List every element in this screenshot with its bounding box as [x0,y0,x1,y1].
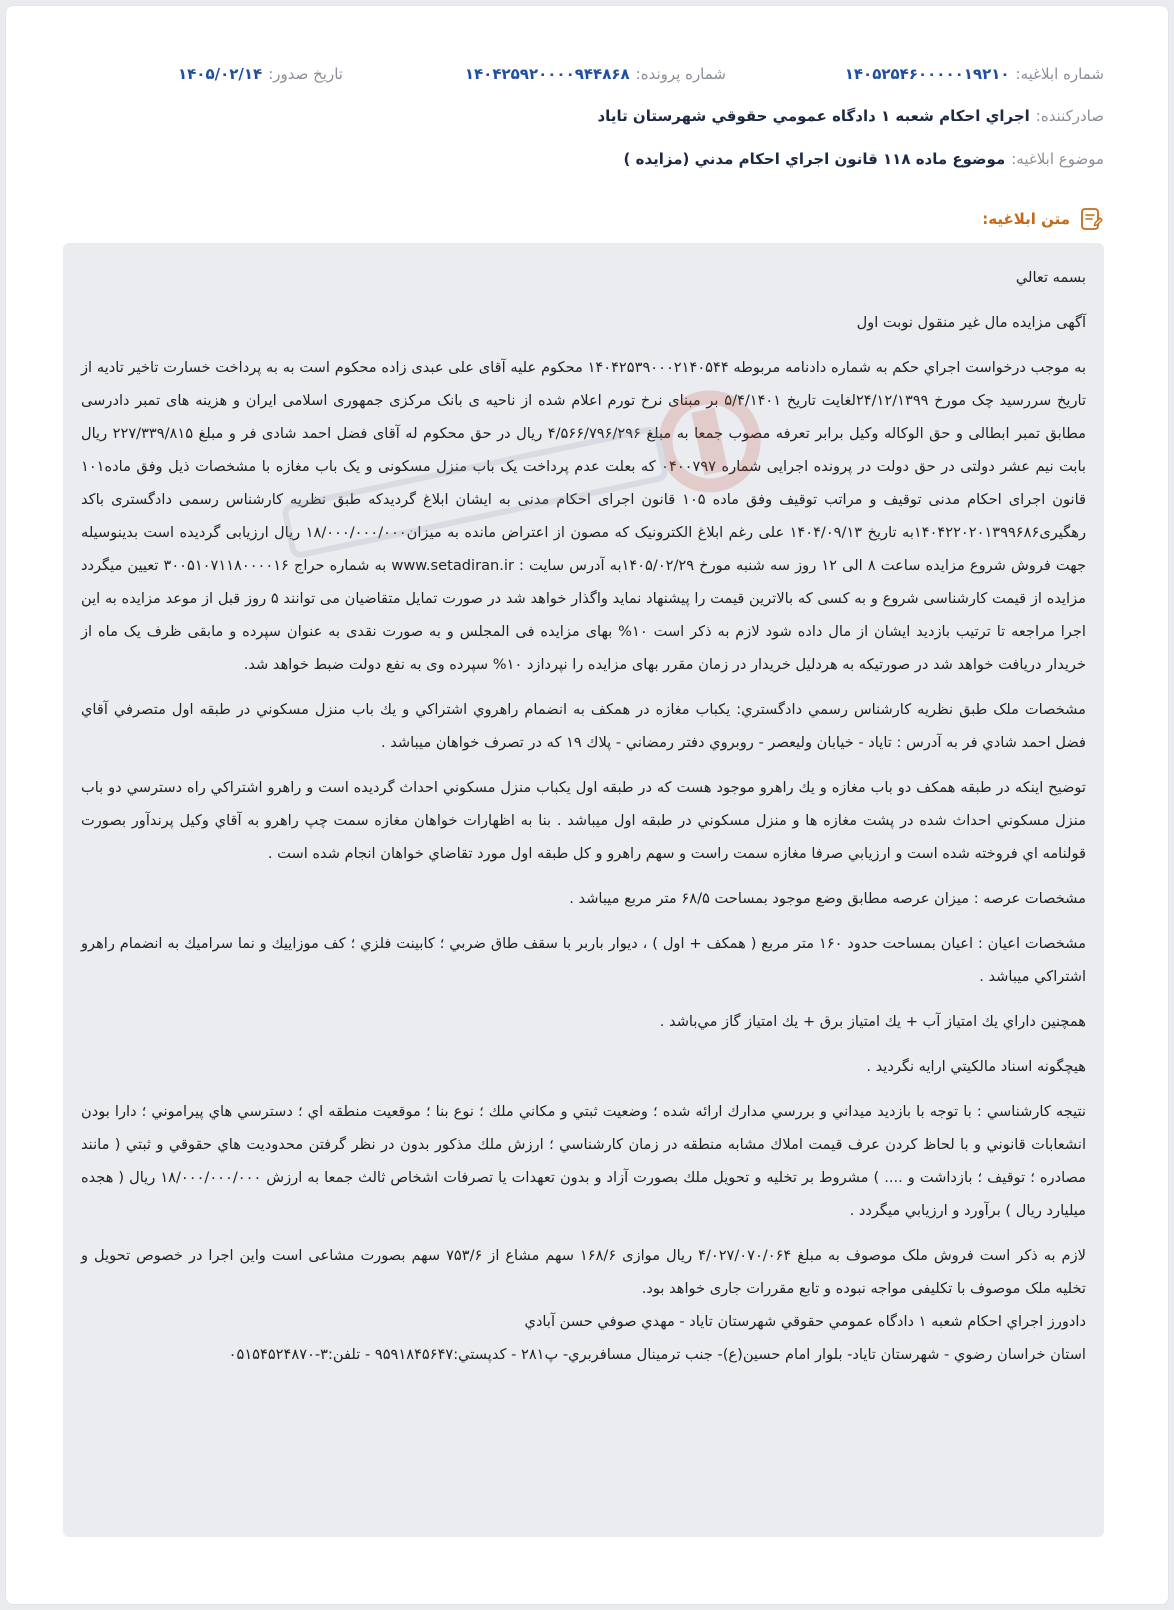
address-line: استان خراسان رضوي - شهرستان تاياد- بلوار امام حسين(ع)- جنب ترمينال مسافربري- پ۲۸۱ - کدپستي:۹۵۹۱۸۴۵۶۴۷ - تلفن:۳-۰۵۱۵۴۵۲۴۸۷۰ [228,1346,1086,1363]
section-title-label: متن ابلاغيه: [982,210,1070,228]
case-number-group [465,65,726,83]
header-row-numbers [70,60,1104,88]
signature-line: دادورز اجراي احکام شعبه ۱ دادگاه عمومي حقوقي شهرستان تاياد - مهدي صوفي حسن آبادي [524,1313,1086,1330]
body-paragraph-3: به موجب درخواست اجراي حکم به شماره دادنامه مربوطه ۱۴۰۴۲۵۳۹۰۰۰۲۱۴۰۵۴۴ محکوم علیه آقای علی عبدی زاده محکوم است به به پرداخت خسارت تاخیر تادیه از تاریخ سررسید چک مورخ ۲۴/۱۲/۱۳۹۹لغایت تاریخ ۵/۴/۱۴۰۱ بر مبنای نرخ تورم اعلام شده از ناحیه ی بانک مرکزی جمهوری اسلامی ایران و هزینه های تمبر دادرسی مطابق تمبر ابطالی و حق الوکاله وکیل برابر تعرفه مصوب جمعا به مبلغ ۴/۵۶۶/۷۹۶/۲۹۶ ریال در حق محکوم له آقای فضل احمد شادی فر و مبلغ ۲۲۷/۳۳۹/۸۱۵ ریال بابت نیم عشر دولتی در حق دولت در پرونده اجرایی شماره ۰۴۰۰۷۹۷ که بعلت عدم پرداخت یک باب منزل مسکونی و یک باب مغازه با مشخصات ذیل وفق ماده۱۰۱ قانون اجرای احکام مدنی توقیف و مراتب توقیف وفق ماده ۱۰۵ قانون اجرای احکام مدنی به ایشان ابلاغ گردیدکه طبق نظریه کارشناس رسمی دادگستری باکد رهگیری۱۴۰۴۲۲۰۲۰۱۳۹۹۶۸۶به تاریخ ۱۴۰۴/۰۹/۱۳ علی رغم ابلاغ الکترونیک که مصون از اعتراض مانده به میزان۱۸/۰۰۰/۰۰۰/۰۰۰ ریال ارزیابی گردیده است بدینوسیله جهت فروش شروع مزایده ساعت ۸ الی ۱۲ روز سه شنبه مورخ ۱۴۰۵/۰۲/۲۹به آدرس سایت : www.setadiran.ir به شماره حراج ۳۰۰۵۱۰۷۱۱۸۰۰۰۰۱۶ تعیین میگردد مزایده از قیمت کارشناسی شروع و به کسی که بالاترین قیمت را پیشنهاد نماید واگذار خواهد شد در صورت تمایل متقاضیان می توانند ۵ روز قبل از موعد مزایده به این اجرا مراجعه تا ترتیب بازدید ایشان از مال داده شود لازم به ذکر است ۱۰% بهای مزایده فی المجلس و به صورت نقدی به عنوان سپرده و مابقی ظرف یک ماه از خریدار دریافت خواهد شد در صورتیکه به هردلیل خریدار در زمان مقرر بهای مزایده را نپردازد ۱۰% سپرده وی به نفع دولت ضبط خواهد شد. [81,359,1087,673]
case-number-value: ۱۴۰۴۲۵۹۲۰۰۰۰۹۴۴۸۶۸ [464,65,630,83]
notice-card [5,5,1169,1605]
notice-number-value: ۱۴۰۵۲۵۴۶۰۰۰۰۰۱۹۲۱۰ [844,65,1010,83]
issuer-value: اجراي احکام شعبه ۱ دادگاه عمومي حقوقي شهرستان تاياد [597,107,1030,125]
body-paragraph-2: آگهی مزایده مال غیر منقول نوبت اول [856,314,1086,331]
body-paragraph-1: بسمه تعالي [1015,269,1086,286]
body-paragraph-9: هيچگونه اسناد مالكيتي ارايه نگرديد . [866,1058,1086,1075]
notice-body [63,243,1104,1537]
subject-value: موضوع ماده ۱۱۸ قانون اجراي احکام مدني (مزايده ) [623,150,1006,168]
issue-date-value: ۱۴۰۵/۰۲/۱۴ [178,65,263,83]
header-row-subject [70,145,1104,173]
issuer-label: صادرکننده: [1035,107,1104,125]
section-title [982,206,1104,232]
body-paragraph-10: نتيجه كارشناسي : با توجه با بازديد ميداني و بررسي مدارك ارائه شده ؛ وضعيت ثبتي و مكاني ملك ؛ نوع بنا ؛ موقعيت منطقه اي ؛ دسترسي هاي پيراموني ؛ دارا بودن انشعابات قانوني و با لحاظ كردن عرف قيمت املاك مشابه منطقه در زمان كارشناسي ؛ ارزش ملك مذكور بدون در نظر گرفتن محدوديت هاي حقوقي و ثبتي ( مانند مصادره ؛ توقيف ؛ بازداشت و .... ) مشروط بر تخليه و تحويل ملك بصورت آزاد و بدون تعهدات يا تصرفات اشخاص ثالث جمعا به ارزش ۱۸/۰۰۰/۰۰۰/۰۰۰ ريال ( هجده ميليارد ريال ) برآورد و ارزيابي ميگردد . [81,1103,1086,1219]
body-paragraph-8: همچنين داراي يك امتياز آب + يك امتياز برق + يك امتياز گاز مي‌باشد . [659,1013,1086,1030]
notice-number-group [845,65,1104,83]
document-icon [1078,206,1104,232]
case-number-label: شماره پرونده: [635,65,726,83]
notice-header [6,6,1168,206]
issue-date-group [178,65,343,83]
body-paragraph-7: مشخصات اعيان : اعيان بمساحت حدود ۱۶۰ متر مربع ( همكف + اول ) ، ديوار باربر با سقف طاق ضربي ؛ كابينت فلزي ؛ كف موزاييك و نما سراميك به انضمام راهرو اشتراكي ميباشد . [81,935,1086,985]
body-paragraph-11: لازم به ذکر است فروش ملک موصوف به مبلغ ۴/۰۲۷/۰۷۰/۰۶۴ ریال موازی ۱۶۸/۶ سهم مشاع از ۷۵۳/۶ سهم بصورت مشاعی است واین اجرا در خصوص تحویل و تخلیه ملک موصوف با تکلیفی مواجه نبوده و تابع مقررات جاری خواهد بود. [81,1247,1086,1297]
header-row-issuer [70,102,1104,130]
subject-label: موضوع ابلاغيه: [1011,150,1104,168]
body-paragraph-6: مشخصات عرصه : ميزان عرصه مطابق وضع موجود بمساحت ۶۸/۵ متر مربع ميباشد . [569,890,1086,907]
notice-number-label: شماره ابلاغيه: [1015,65,1104,83]
body-paragraph-4: مشخصات ملک طبق نظريه کارشناس رسمي دادگستري: يکباب مغازه در همکف به انضمام راهروي اشتراکي و يك باب منزل مسکوني در طبقه اول متصرفي آقاي فضل احمد شادي فر به آدرس : تاياد - خيابان وليعصر - روبروي دفتر رمضاني - پلاك ۱۹ كه در تصرف خواهان ميباشد . [81,701,1086,751]
body-paragraph-5: توضيح اينكه در طبقه همكف دو باب مغازه و يك راهرو موجود هست كه در طبقه اول يكباب منزل مسكوني احداث گرديده است و راهرو اشتراكي راه دسترسي دو باب منزل مسكوني احداث شده در پشت مغازه ها و منزل مسكوني در طبقه اول ميباشد . بنا به اظهارات خواهان مغازه سمت چپ راهرو به آقاي وكيل پرندآور بصورت قولنامه اي فروخته شده است و ارزيابي صرفا مغازه سمت راست و سهم راهرو و كل طبقه اول مورد تقاضاي خواهان انجام شده است . [81,779,1086,862]
issuer-group [597,107,1104,125]
subject-group [624,150,1104,168]
issue-date-label: تاريخ صدور: [268,65,343,83]
